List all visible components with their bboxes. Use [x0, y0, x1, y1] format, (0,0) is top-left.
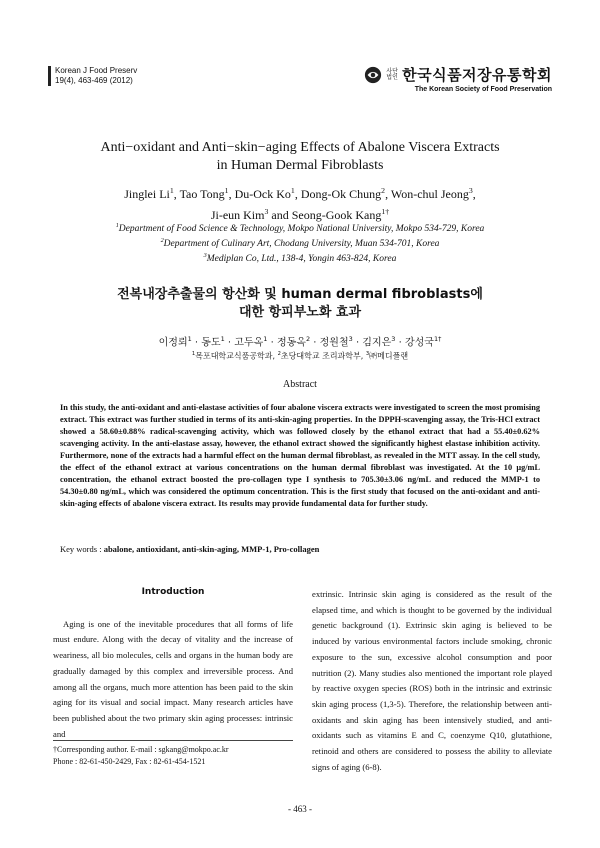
keywords-text: abalone, antioxidant, anti-skin-aging, MMP-1, Pro-collagen [103, 544, 320, 554]
journal-citation [48, 66, 137, 86]
affiliation-list [40, 220, 560, 265]
corresponding-footnote [53, 740, 293, 768]
left-column [53, 585, 293, 742]
right-column [312, 587, 552, 775]
paper-title [60, 139, 540, 175]
paper-title-line1: Anti−oxidant and Anti−skin−aging Effects of Abalone Viscera Extracts [100, 140, 500, 155]
affiliation-3: $^3$Mediplan Co, Ltd., 138-4, Yongin 463-824, Korea [203, 253, 397, 265]
korean-authors: 이정뢰$^1$ · 동도$^1$ · 고두옥$^1$ · 정동옥$^2$ · 정원철$^3$ · 김지은$^3$ · 강성국$^{1\dagger}$ [158, 335, 442, 349]
paper-title-line2: in Human Dermal Fibroblasts [216, 158, 384, 173]
author-list [40, 182, 560, 224]
journal-name: Korean J Food Preserv [55, 66, 138, 75]
affiliation-2: $^2$Department of Culinary Art, Chodang University, Muan 534-701, Korea [160, 238, 440, 250]
society-tag: 사단법인 [386, 68, 398, 81]
page-number: - 463 - [288, 804, 312, 814]
korean-title-line1: 전복내장추출물의 항산화 및 human dermal fibroblasts에 [117, 287, 483, 302]
abstract-text: In this study, the anti-oxidant and anti-elastase activities of four abalone viscera extracts were investigated to screen the most promising extract. This extract was further studied in terms of its anti-skin-aging properties. In the DPPH-scavenging assay, the Tris-HCl extract showed a 58.60±0.88% radical-scavenging activity, which was followed closely by the ethanol extract that had a 55.40±0.62% scavenging activity. In the anti-elastase assay, however, the ethanol extract showed the significantly highest elastase inhibition activity. Furthermore, none of the extracts had a harmful effect on the human dermal fibroblast, as revealed in the MTT assay. In the cell study, the effect of the ethanol extract at various concentrations on the human dermal fibroblast was investigated. At the 10 μg/mL concentration, the ethanol extract boosted the pro-collagen type I synthesis to 705.30±3.06 ng/mL and reduced the MMP-1 to 54.30±0.80 ng/mL, which was considered the optimum concentration. This is the first study that focused on the anti-oxidant and anti-skin-aging effects of abalone viscera extract. Its results may provide fundamental data for further study. [60, 403, 540, 508]
introduction-left-text: Aging is one of the inevitable procedures that all forms of life must endure. Along with the decay of vitality and the increase of weariness, all bio molecules, cells and organs in the human body are gradually damaged by this complex and irreversible process. And among all the organs, much more attention has been paid to the skin aging for its visual and social impact. Many research articles have been published about the two primary skin aging processes: intrinsic and [53, 618, 293, 739]
society-logo-icon [364, 66, 382, 84]
society-name-korean: 한국식품저장유통학회 [402, 67, 552, 84]
author-line2: Ji-eun Kim$^3$ and Seong-Gook Kang$^{1\dagger}$ [210, 207, 390, 222]
society-header [364, 64, 552, 93]
journal-volume: 19(4), 463-469 (2012) [55, 76, 133, 85]
keywords [60, 544, 540, 554]
korean-affiliations: $^1$목포대학교식품공학과, $^2$초당대학교 조리과학부, $^3$㈜메디플랜 [191, 351, 409, 361]
korean-title-line2: 대한 항피부노화 효과 [238, 305, 362, 320]
author-line1: Jinglei Li$^1$, Tao Tong$^1$, Du-Ock Ko$^1$, Dong-Ok Chung$^2$, Won-chul Jeong$^3$, [124, 186, 476, 201]
footnote-phone: Phone : 82-61-450-2429, Fax : 82-61-454-1521 [53, 757, 206, 766]
abstract-heading: Abstract [283, 379, 317, 390]
korean-title [40, 286, 560, 322]
society-name-english: The Korean Society of Food Preservation [414, 86, 552, 93]
introduction-heading: Introduction [141, 587, 205, 597]
keywords-label: Key words : [60, 544, 104, 554]
affiliation-1: $^1$Department of Food Science & Technology, Mokpo National University, Mokpo 534-729, Korea [115, 223, 485, 235]
footnote-email: †Corresponding author. E-mail : sgkang@mokpo.ac.kr [53, 745, 229, 754]
introduction-right-text: extrinsic. Intrinsic skin aging is considered as the result of the elapsed time, and which is thought to be governed by the individual genetic background (1). Extrinsic skin aging is believed to be induced by various environmental factors include smoking, chronic exposure to the sun, excessive alcohol consumption and poor nutrition (2). Many studies also mentioned the important role played by reactive oxygen species (ROS) both in the intrinsic and extrinsic skin aging process (1,3-5). Therefore, the relationship between anti-oxidants and skin aging has been intensively studied, and anti-oxidants such as vitamins E and C, coenzyme Q10, glutathione, retinoid and others are considered to possess the ability to alleviate signs of aging (6-8). [312, 589, 552, 772]
